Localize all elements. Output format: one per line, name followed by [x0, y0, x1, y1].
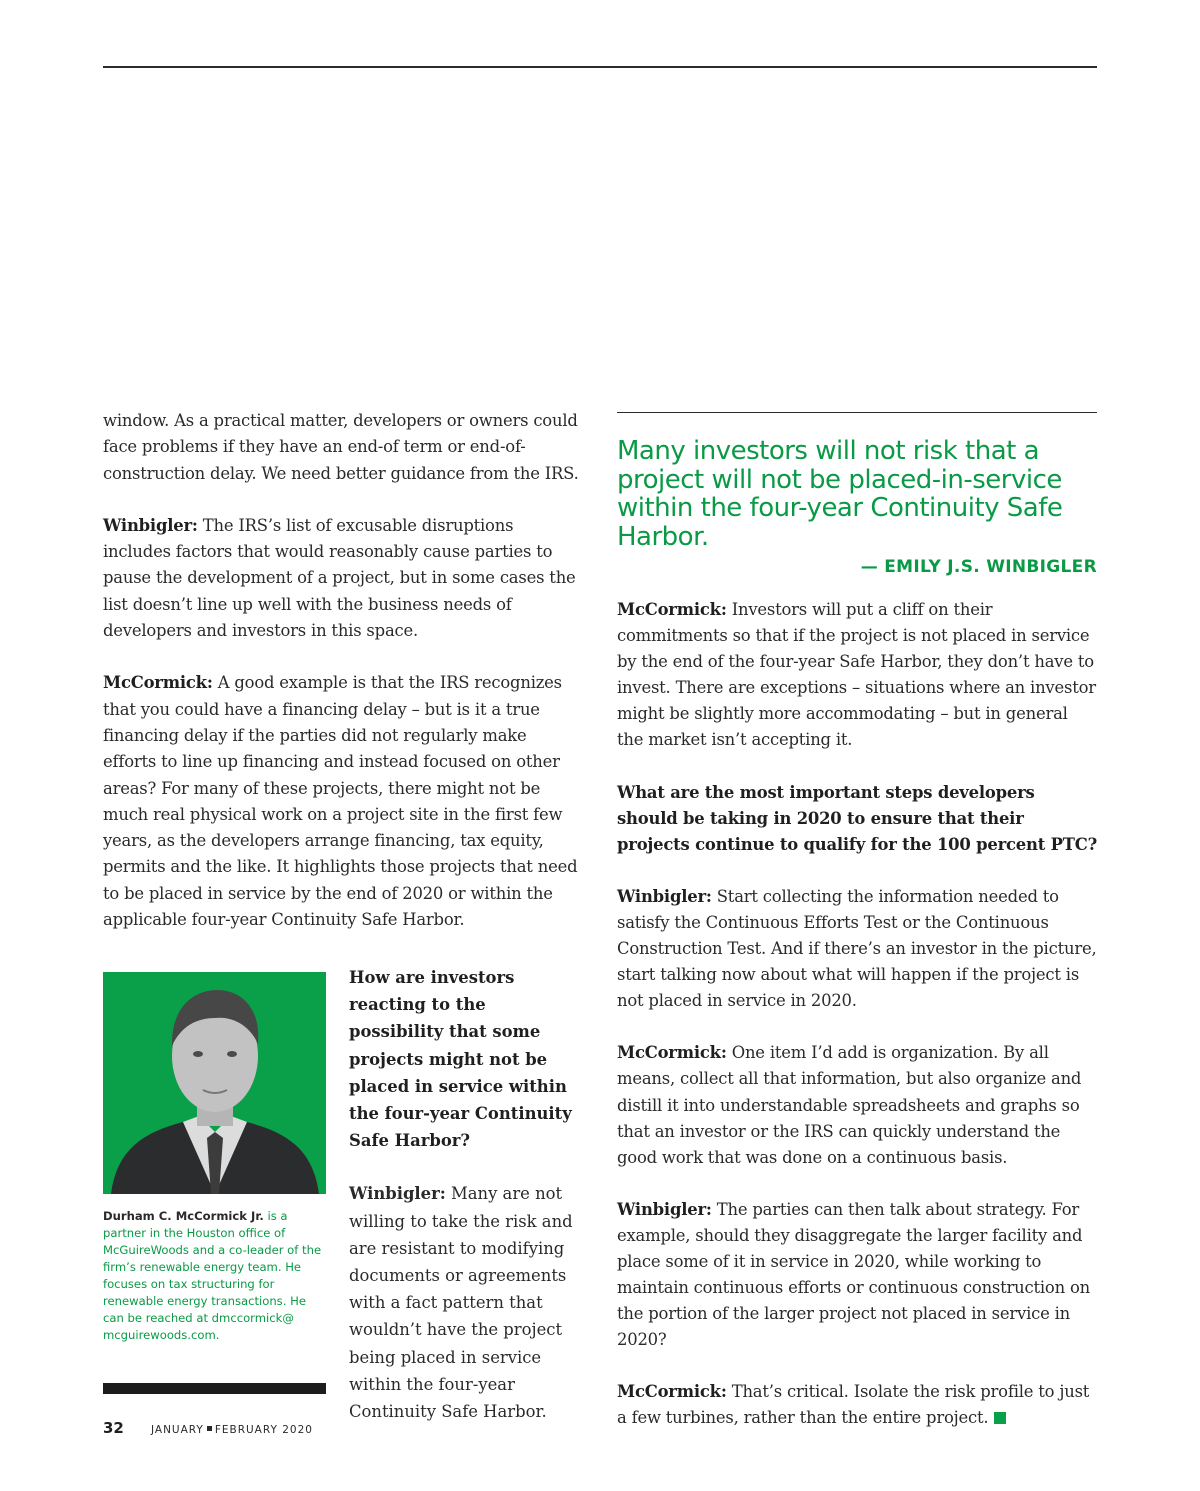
speaker-label: Winbigler: [617, 1199, 712, 1219]
right-column [617, 412, 1097, 1458]
paragraph-winbigler-4 [617, 1197, 1097, 1354]
issue-month-1: JANUARY [150, 1424, 204, 1436]
paragraph-continuation: window. As a practical matter, developers or owners could face problems if they have an end-of term or end-of-construction delay. We need better guidance from the IRS. [103, 411, 579, 483]
speaker-label: McCormick: [617, 600, 727, 619]
paragraph-winbigler-3 [617, 884, 1097, 1014]
question-important-steps: What are the most important steps developers should be taking in 2020 to ensure that their projects continue to qualify for the 100 percent PTC? [617, 782, 1097, 854]
paragraph-mccormick-1 [103, 670, 583, 933]
paragraph-text: A good example is that the IRS recognizes that you could have a financing delay – but is it a true financing delay if the parties did not regularly make efforts to line up financing and instead focused on other areas? For many of these projects, there might not be much real physical work on a project site in the first few years, as the developers arrange financing, tax equity, permits and the like. It highlights those projects that need to be placed in service by the end of 2020 or within the applicable four-year Continuity Safe Harbor. [103, 673, 578, 930]
paragraph-text: One item I’d add is organization. By all means, collect all that information, but also organize and distill it into understandable spreadsheets and graphs so that an investor or the IRS can quickly understand the good work that was done on a continuous basis. [617, 1043, 1082, 1167]
speaker-label: Winbigler: [103, 515, 198, 535]
caption-name: Durham C. McCormick Jr. [103, 1209, 264, 1223]
speaker-label: McCormick: [103, 673, 213, 693]
paragraph-text: Start collecting the information needed to satisfy the Continuous Efforts Test or the Continuous Construction Test. And if there’s an investor in the picture, start talking now about what will happen if the project is not placed in service in 2020. [617, 886, 1097, 1011]
paragraph-text: Many are not willing to take the risk and are resistant to modifying documents or agreements with a fact pattern that wouldn’t have the project being placed in service within the four-year Continuity Safe Harbor. [349, 1184, 573, 1422]
author-portrait-image [103, 972, 326, 1194]
middle-column [349, 964, 585, 1425]
speaker-label: McCormick: [617, 1382, 727, 1402]
paragraph-text: The IRS’s list of excusable disruptions includes factors that would reasonably cause parties to pause the development of a project, but in some cases the list doesn’t line up well with the business needs of developers and investors in this space. [103, 515, 576, 641]
page-footer [103, 1418, 313, 1437]
paragraph-text: Investors will put a cliff on their commitments so that if the project is not placed in service by the end of the four-year Safe Harbor, they don’t have to invest. There are exceptions – situations where an investor might be slightly more accommodating – but in general the market isn’t accepting it. [617, 600, 1096, 750]
end-of-article-icon [994, 1412, 1006, 1424]
top-rule [103, 66, 1097, 68]
paragraph-winbigler-2 [349, 1180, 585, 1425]
paragraph-mccormick-2 [617, 597, 1097, 754]
paragraph-winbigler-1 [103, 513, 583, 644]
paragraph-mccormick-4 [617, 1379, 1097, 1431]
caption-bottom-bar [103, 1383, 326, 1394]
left-column [103, 408, 583, 959]
pull-quote: Many investors will not risk that a project will not be placed-in-service within the four-year Continuity Safe Harbor. [617, 436, 1063, 552]
speaker-label: McCormick: [617, 1043, 727, 1063]
speaker-label: Winbigler: [617, 886, 712, 906]
author-caption [103, 1208, 328, 1344]
paragraph-text: The parties can then talk about strategy. For example, should they disaggregate the larger facility and place some of it in service in 2020, while working to maintain continuous efforts or continuous construction on the portion of the larger project not placed in service in 2020? [617, 1199, 1090, 1350]
bullet-separator-icon [207, 1426, 212, 1431]
paragraph-mccormick-3 [617, 1040, 1097, 1170]
pull-quote-rule [617, 412, 1097, 413]
caption-text: is a partner in the Houston office of McGuireWoods and a co-leader of the firm’s renewable energy team. He focuses on tax structuring for renewable energy transactions. He can be reached at dmccormick@ mcguirewoods.com. [103, 1209, 322, 1342]
paragraph-text: That’s critical. Isolate the risk profile to just a few turbines, rather than the entire project. [617, 1382, 1090, 1428]
author-photo [103, 972, 326, 1194]
page-number: 32 [103, 1419, 124, 1437]
question-investors-reacting: How are investors reacting to the possibility that some projects might not be placed in service within the four-year Continuity Safe Harbor? [349, 968, 572, 1151]
issue-month-2: FEBRUARY 2020 [214, 1424, 313, 1436]
issue-date [151, 1424, 313, 1436]
pull-quote-attribution: — EMILY J.S. WINBIGLER [860, 557, 1097, 577]
speaker-label: Winbigler: [349, 1184, 446, 1204]
